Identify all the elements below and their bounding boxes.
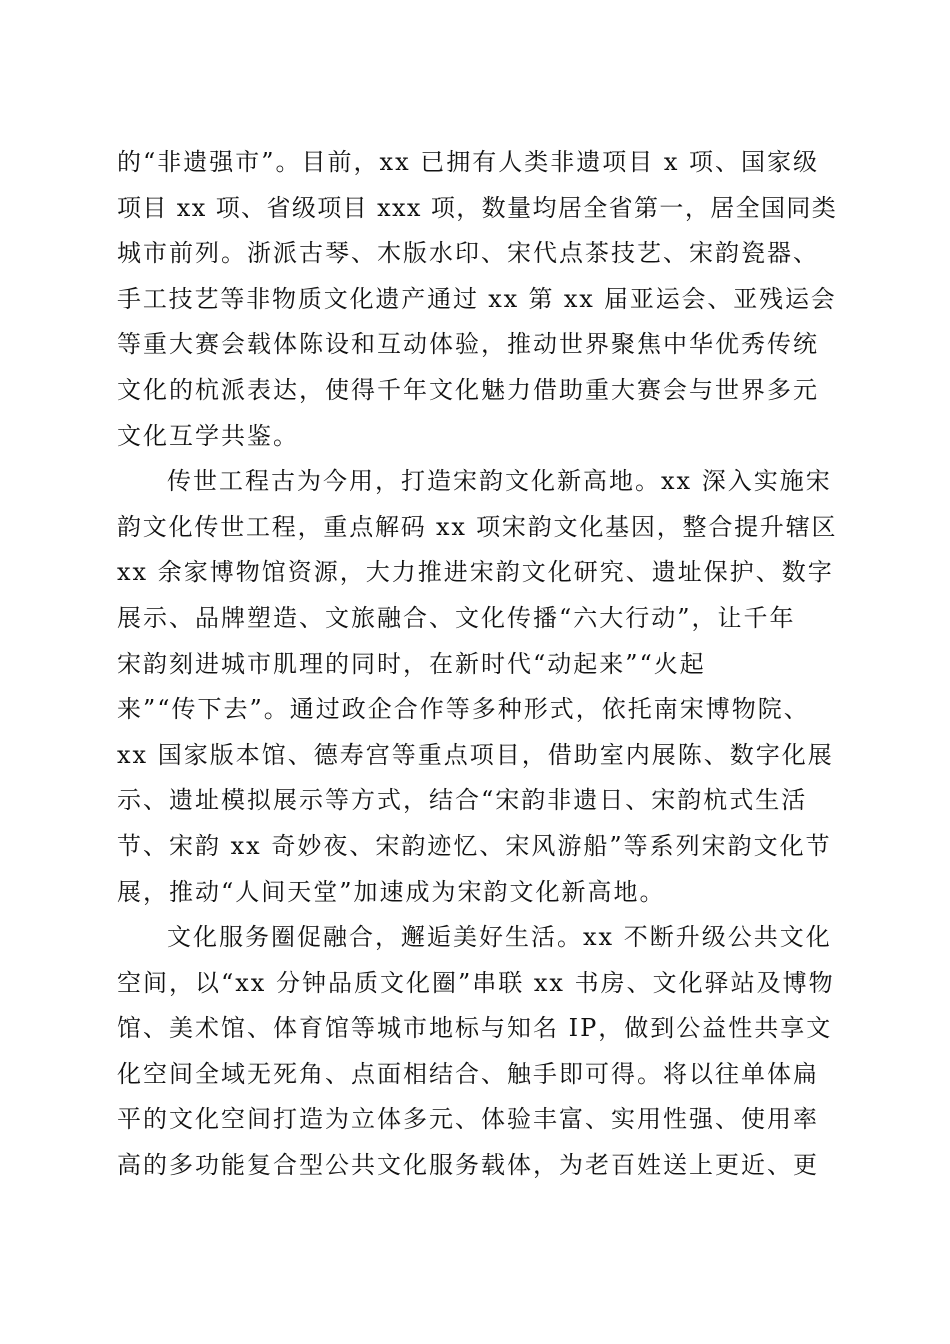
text-line: 项目 xx 项、省级项目 xxx 项，数量均居全省第一，居全国同类: [117, 193, 838, 222]
text-line: 宋韵刻进城市肌理的同时，在新时代“动起来”“火起: [117, 649, 706, 678]
paragraph-first-line: 文化服务圈促融合，邂逅美好生活。xx 不断升级公共文化: [167, 923, 832, 952]
text-line: xx 国家版本馆、德寿宫等重点项目，借助室内展陈、数字化展: [117, 740, 834, 769]
text-line: 手工技艺等非物质文化遗产通过 xx 第 xx 届亚运会、亚残运会: [117, 284, 837, 313]
text-line: 等重大赛会载体陈设和互动体验，推动世界聚焦中华优秀传统: [117, 330, 819, 359]
text-line: 韵文化传世工程，重点解码 xx 项宋韵文化基因，整合提升辖区: [117, 512, 838, 541]
text-line: 平的文化空间打造为立体多元、体验丰富、实用性强、使用率: [117, 1105, 819, 1134]
paragraph-first-line: 传世工程古为今用，打造宋韵文化新高地。xx 深入实施宋: [167, 467, 832, 496]
text-line: 的“非遗强市”。目前，xx 已拥有人类非遗项目 x 项、国家级: [117, 148, 820, 176]
text-line: 馆、美术馆、体育馆等城市地标与知名 IP，做到公益性共享文: [117, 1014, 833, 1043]
text-line: 文化的杭派表达，使得千年文化魅力借助重大赛会与世界多元: [117, 375, 819, 404]
text-line: 空间，以“xx 分钟品质文化圈”串联 xx 书房、文化驿站及博物: [117, 968, 835, 997]
text-line: xx 余家博物馆资源，大力推进宋韵文化研究、遗址保护、数字: [117, 558, 834, 587]
text-line: 节、宋韵 xx 奇妙夜、宋韵迹忆、宋风游船”等系列宋韵文化节: [117, 831, 832, 860]
text-line: 高的多功能复合型公共文化服务载体，为老百姓送上更近、更: [117, 1151, 819, 1180]
text-line: 示、遗址模拟展示等方式，结合“宋韵非遗日、宋韵杭式生活: [117, 786, 808, 815]
text-line: 展，推动“人间天堂”加速成为宋韵文化新高地。: [117, 877, 666, 906]
text-line: 来”“传下去”。通过政企合作等多种形式，依托南宋博物院、: [117, 695, 810, 724]
text-line: 展示、品牌塑造、文旅融合、文化传播“六大行动”，让千年: [117, 603, 796, 632]
document-body: [117, 140, 837, 1189]
text-line: 化空间全域无死角、点面相结合、触手即可得。将以往单体扁: [117, 1059, 819, 1088]
text-line: 文化互学共鉴。: [117, 421, 299, 450]
text-line: 城市前列。浙派古琴、木版水印、宋代点茶技艺、宋韵瓷器、: [117, 239, 819, 268]
